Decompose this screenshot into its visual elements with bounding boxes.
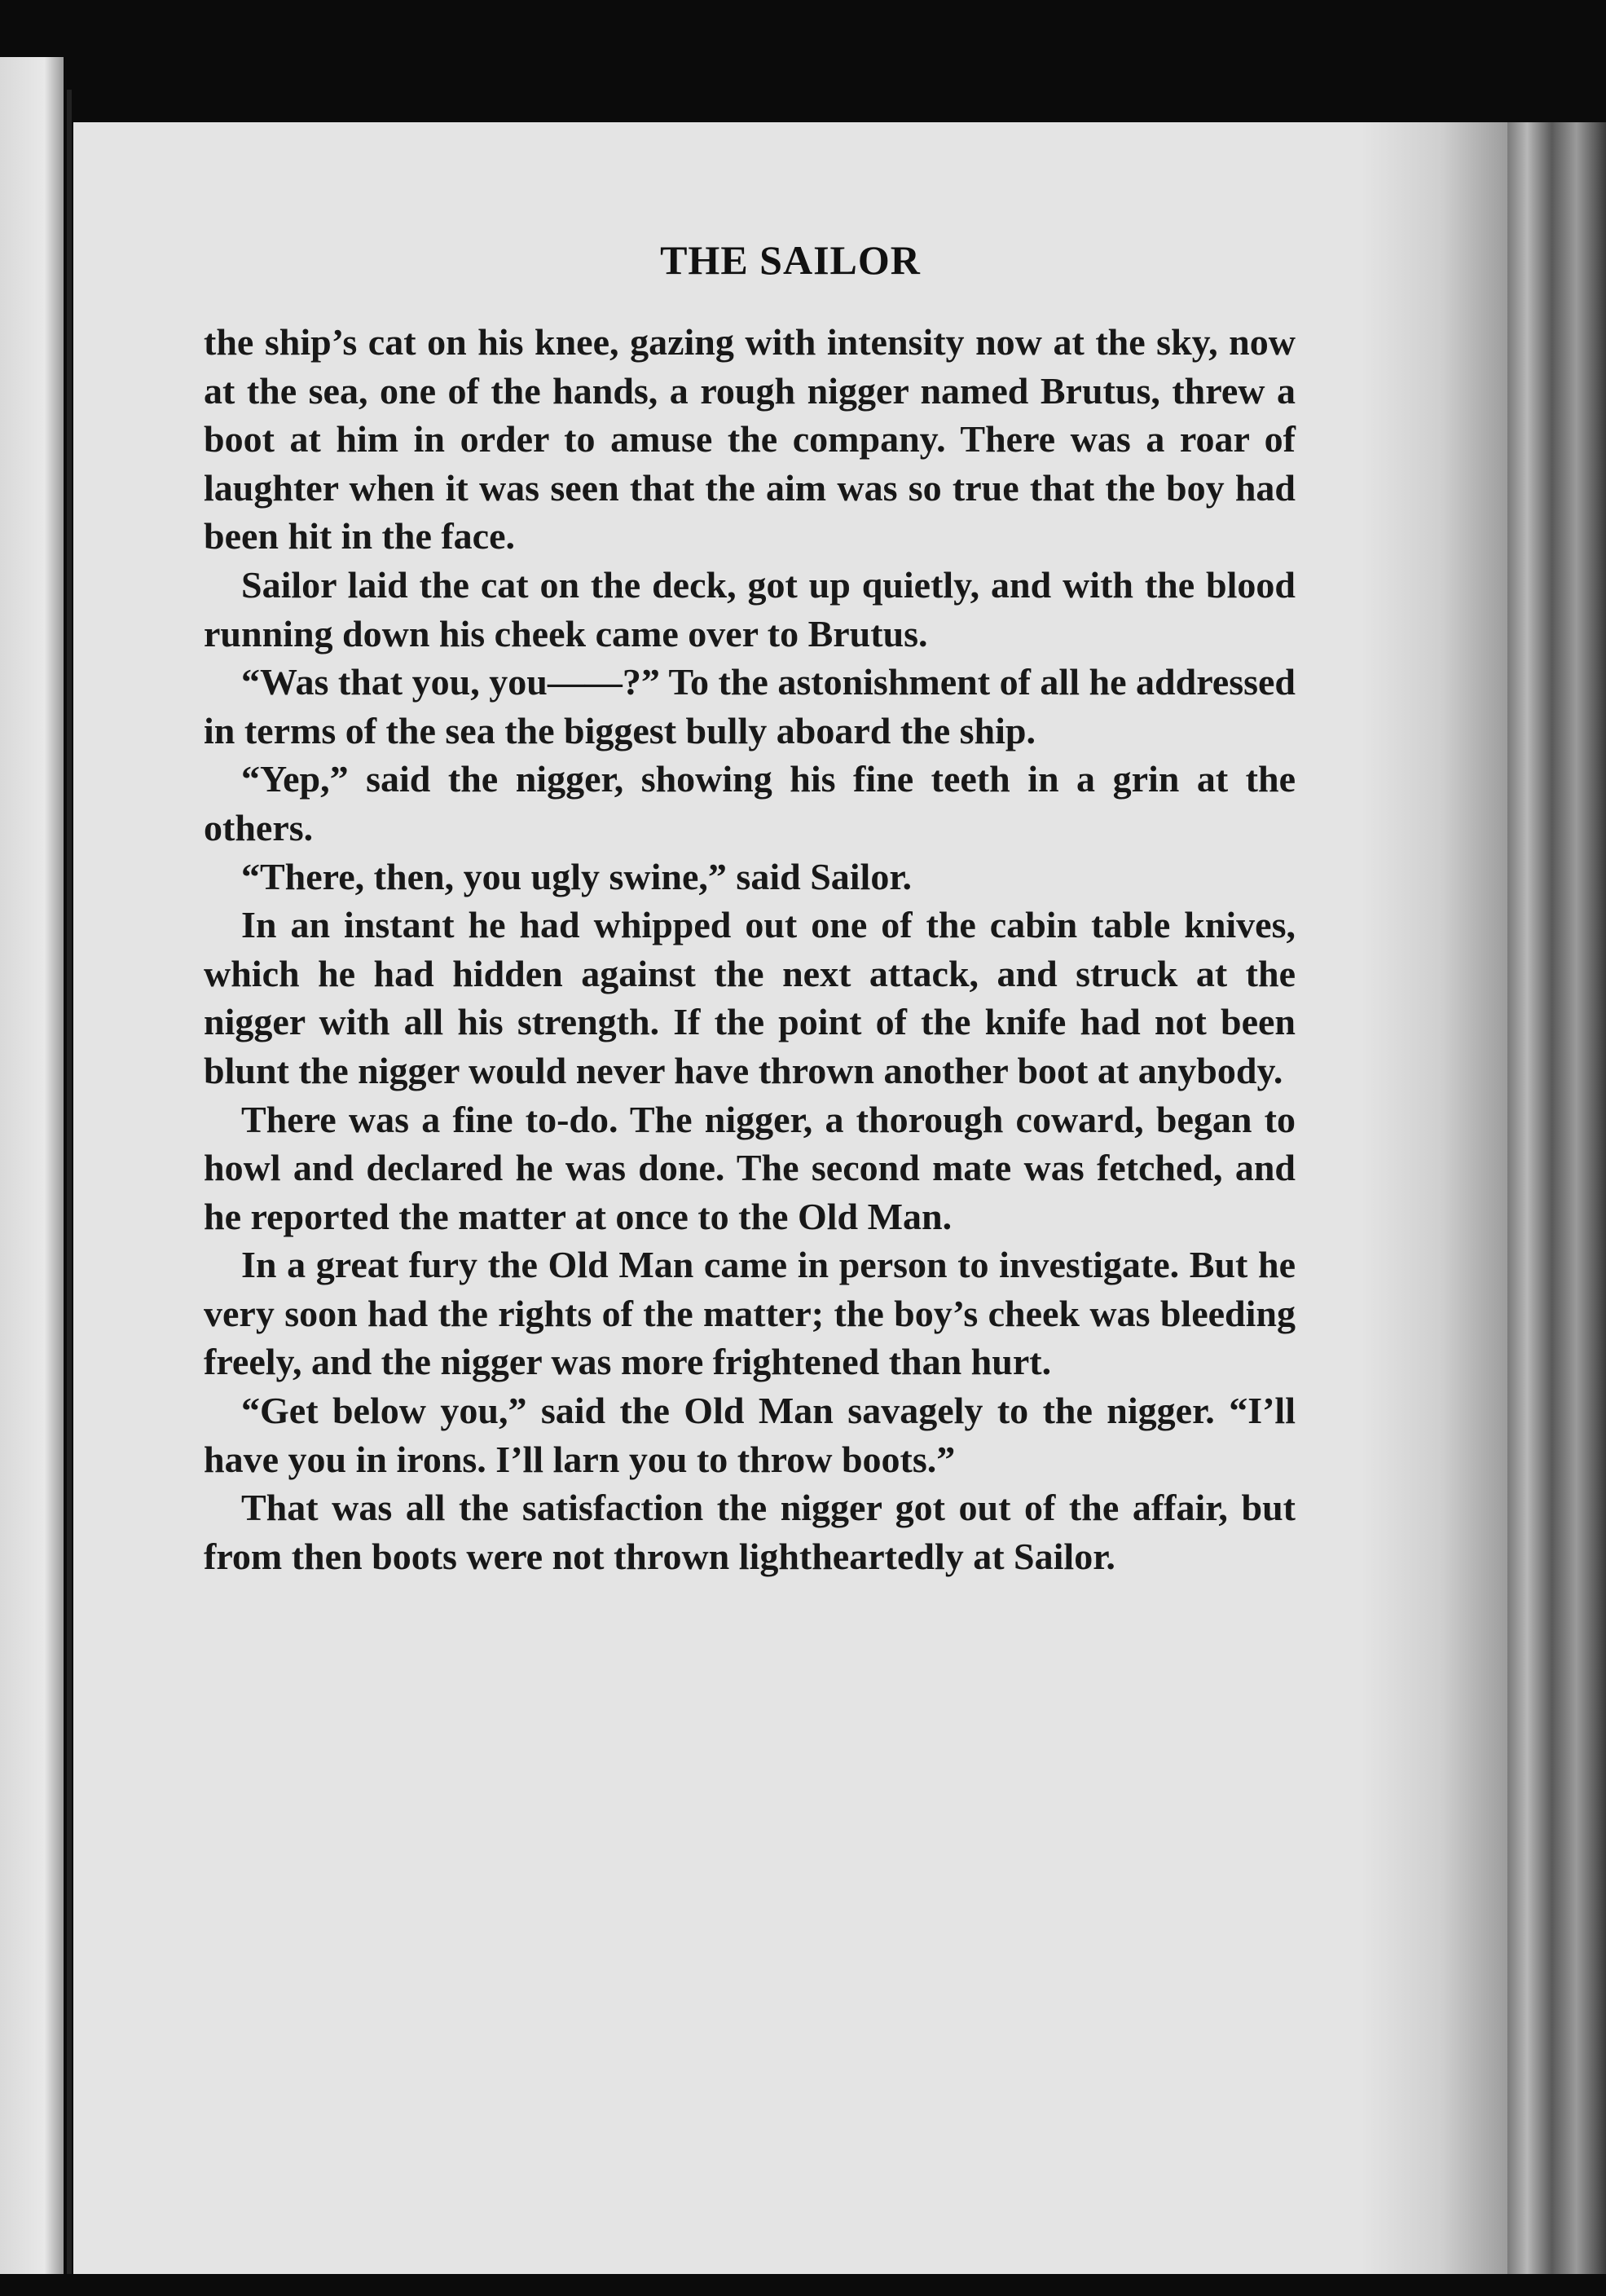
facing-page-edge xyxy=(0,57,64,2274)
paragraph-10: That was all the satisfaction the nigger got out of the affair, but from then boots were not thrown lightheartedly at Sailor. xyxy=(204,1487,1296,1577)
paragraph-4: “Yep,” said the nigger, showing his fine teeth in a grin at the others. xyxy=(204,758,1296,848)
paragraph-9: “Get below you,” said the Old Man savagely to the nigger. “I’ll have you in irons. I’ll larn you to throw boots.” xyxy=(204,1390,1296,1480)
paragraph-2: Sailor laid the cat on the deck, got up quietly, and with the blood running down his cheek came over to Brutus. xyxy=(204,563,1296,654)
scan-border xyxy=(0,2274,1606,2296)
paragraph-8: In a great fury the Old Man came in person to investigate. But he very soon had the rights of the matter; the boy’s cheek was bleeding freely, and the nigger was more frightened than hurt. xyxy=(204,1244,1296,1383)
body-text xyxy=(204,318,1296,1580)
book-page xyxy=(73,122,1507,2274)
paragraph-1: the ship’s cat on his knee, gazing with intensity now at the sky, now at the sea, one of the hands, a rough nigger named Brutus, threw a boot at him in order to amuse the company. There was a roar of laughter when it was seen that the aim was so true that the boy had been hit in the face. xyxy=(204,321,1296,557)
paragraph-7: There was a fine to-do. The nigger, a thorough coward, began to howl and declared he was done. The second mate was fetched, and he reported the matter at once to the Old Man. xyxy=(204,1098,1296,1237)
page-stack-edge xyxy=(1507,122,1606,2274)
running-head: THE SAILOR xyxy=(660,237,921,283)
paragraph-6: In an instant he had whipped out one of the cabin table knives, which he had hidden against the next attack, and struck at the nigger with all his strength. If the point of the knife had not been blunt the nigger would never have thrown another boot at anybody. xyxy=(204,904,1296,1091)
page-curl-shade xyxy=(1361,122,1507,2274)
gutter-shadow xyxy=(67,90,72,2274)
paragraph-3: “Was that you, you——?” To the astonishment of all he addressed in terms of the sea the biggest bully aboard the ship. xyxy=(204,661,1296,751)
paragraph-5: “There, then, you ugly swine,” said Sailor. xyxy=(241,855,913,897)
